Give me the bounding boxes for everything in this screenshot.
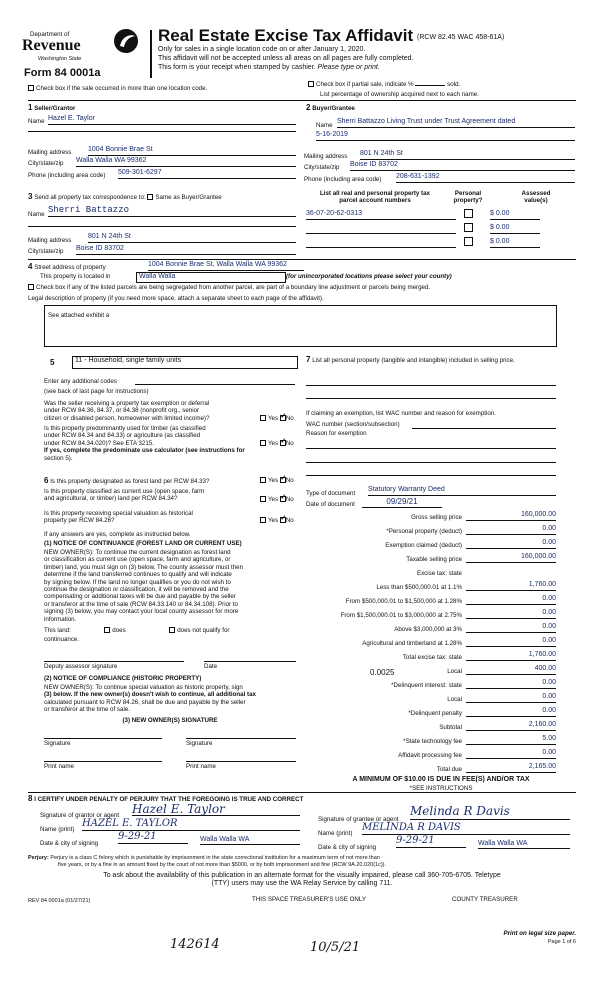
penalty-field[interactable]: 0.00: [466, 707, 556, 717]
alternate-format-notice: To ask about the availability of this publication in an alternate format for the visually impaired, please call 360-705-6705. Teletype (TTY) users may use the WA Relay Service by calling 711.: [103, 872, 501, 888]
personal-property-checkbox[interactable]: [464, 223, 473, 232]
header-line3: [158, 64, 380, 72]
local-label: Local: [447, 668, 462, 675]
q-historic-answer: Yes ✓ No: [260, 517, 294, 524]
subtotal-field[interactable]: 2,160.00: [466, 721, 556, 731]
seller-city-label: City/state/zip: [28, 160, 64, 167]
page-number: Page 1 of 6: [547, 939, 576, 945]
exemption-no-checkbox[interactable]: [280, 415, 286, 421]
deputy-signature-label: Deputy assessor signature: [44, 663, 118, 670]
tier-2-label: From $500,000.01 to $1,500,000 at 1.28%: [345, 598, 462, 605]
corr-city-field[interactable]: Boise ID 83702: [76, 245, 296, 255]
any-yes-note: If any answers are yes, complete as instructed below.: [44, 531, 191, 538]
correspondence-row: 3 Send all property tax correspondence to: Same as Buyer/Grantee: [28, 192, 222, 201]
header-line3b: Please type or print.: [317, 64, 380, 71]
same-as-buyer-label: Same as Buyer/Grantee: [155, 194, 222, 201]
corr-city-label: City/state/zip: [28, 248, 64, 255]
timber-no-checkbox[interactable]: [280, 440, 286, 446]
seller-addr-field[interactable]: 1004 Bonnie Brae St: [88, 146, 296, 156]
street-label: Street address of property: [34, 264, 106, 271]
processing-fee-label: Affidavit processing fee: [398, 752, 462, 759]
historic-yes-checkbox[interactable]: [260, 517, 266, 523]
grantor-signature-label: Signature of grantor or agent: [40, 812, 120, 819]
parcel-col-header: List all real and personal property tax parcel account numbers: [319, 190, 431, 205]
parcel-row: [306, 210, 576, 222]
legal-description-text: See attached exhibit a: [48, 312, 110, 319]
see-back-note: (see back of last page for instructions): [44, 388, 149, 395]
local-rate: 0.0025: [370, 668, 395, 677]
revision-label: REV 84 0001a (01/27/21): [28, 898, 91, 904]
segregated-row: [28, 284, 430, 291]
personal-property-deduct-label: *Personal property (deduct): [386, 528, 462, 535]
dept-line2: Revenue: [22, 37, 81, 54]
dept-line3: Washington State: [38, 56, 82, 62]
use-code-select[interactable]: 11 - Household, single family units: [72, 356, 298, 369]
processing-fee-field[interactable]: 0.00: [466, 749, 556, 759]
partial-sale-label: Check box if partial sale, indicate %: [316, 81, 414, 88]
located-select[interactable]: Walla Walla: [136, 272, 286, 283]
certify-line: 8 I CERTIFY UNDER PENALTY OF PERJURY THAT THE FOREGOING IS TRUE AND CORRECT: [28, 794, 304, 803]
deputy-date-label: Date: [204, 663, 218, 670]
parcel-row: [306, 238, 576, 250]
taxable-price-label: Taxable selling price: [406, 556, 462, 563]
historic-heading: (2) NOTICE OF COMPLIANCE (HISTORIC PROPERTY): [44, 675, 202, 682]
grantor-name-label: Name (print): [40, 826, 75, 833]
buyer-name-field[interactable]: Sherri Battazzo Living Trust under Trust Agreement dated: [337, 118, 575, 128]
assessed-value-field[interactable]: $ 0.00: [490, 224, 540, 234]
parcel-number-field[interactable]: [306, 224, 456, 234]
total-due-field[interactable]: 2,165.00: [466, 763, 556, 773]
header-line2: This affidavit will not be accepted unless all areas on all pages are fully completed.: [158, 55, 414, 62]
doc-type-label: Type of document: [306, 490, 356, 497]
assessed-value-field[interactable]: $ 0.00: [490, 210, 540, 220]
legal-label: Legal description of property (if you need more space, attach a separate sheet to each page of the affidavit).: [28, 295, 324, 302]
corr-name-label: Name: [28, 211, 45, 218]
interest-local-label: Local: [447, 696, 462, 703]
sold-label: sold.: [447, 81, 461, 88]
parcel-row: [306, 224, 576, 236]
timber-yes-checkbox[interactable]: [260, 440, 266, 446]
historic-no-checkbox[interactable]: [280, 517, 286, 523]
new-owner-signature-label: Signature: [44, 740, 71, 747]
unincorporated-note: (for unincorporated locations please select your county): [286, 273, 452, 280]
buyer-city-field[interactable]: Boise ID 83702: [350, 161, 575, 171]
current-use-yes-checkbox[interactable]: [260, 496, 266, 502]
correspondence-label: Send all property tax correspondence to:: [34, 194, 146, 201]
wac-label: WAC number (section/subsection): [306, 421, 400, 428]
grantee-signature-field[interactable]: Melinda R Davis: [410, 804, 570, 820]
seller-phone-label: Phone (including area code): [28, 172, 106, 179]
handwritten-date: 10/5/21: [310, 940, 361, 955]
buyer-heading: 2 Buyer/Grantee: [306, 103, 355, 112]
exemption-note: If claiming an exemption, list WAC number and reason for exemption.: [306, 410, 496, 417]
tech-fee-label: *State technology fee: [403, 738, 462, 745]
buyer-name-label: Name: [316, 122, 333, 129]
personal-property-checkbox[interactable]: [464, 209, 473, 218]
form-number: Form 84 0001a: [24, 67, 101, 79]
corr-addr-label: Mailing address: [28, 237, 72, 244]
buyer-city-label: City/state/zip: [304, 164, 340, 171]
personal-col-header: Personal property?: [453, 190, 483, 205]
minimum-due-note: A MINIMUM OF $10.00 IS DUE IN FEE(S) AND/OR TAX: [352, 776, 530, 783]
interest-state-label: *Delinquent interest: state: [391, 682, 462, 689]
new-owner-signature-heading: (3) NEW OWNER(S) SIGNATURE: [122, 717, 218, 724]
new-owner-signature-label-2: Signature: [186, 740, 213, 747]
form-title: Real Estate Excise Tax Affidavit: [158, 26, 414, 45]
local-field[interactable]: 400.00: [466, 665, 556, 675]
q-forest-answer: Yes ✓ No: [260, 477, 294, 484]
perjury-notice: Perjury: Perjury is a class C felony which is punishable by imprisonment in the state correctional institution for a maximum term of not more than five years, or by a fine in an amount fixed by the court of not more than $5000, or by both imprisonment and fine (RCW 9A.20.020(1c)).: [28, 855, 387, 868]
corr-name-field[interactable]: Sherri Battazzo: [48, 205, 296, 217]
partial-sale-checkbox[interactable]: [308, 81, 314, 87]
ownership-note: List percentage of ownership acquired next to each name.: [320, 91, 479, 98]
tier-3-field[interactable]: 0.00: [466, 609, 556, 619]
same-as-buyer-checkbox[interactable]: [147, 194, 153, 200]
section5-number: 5: [50, 358, 55, 367]
new-owner-print-label-2: Print name: [186, 763, 216, 770]
treasurer-use-label: THIS SPACE TREASURER'S USE ONLY: [252, 896, 366, 903]
buyer-phone-label: Phone (including area code): [304, 176, 382, 183]
q-current-use: Is this property classified as current use (open space, farm and agricultural, or timber) land per RCW 84.34?: [44, 488, 205, 503]
q-exemption-answer: Yes ✓ No: [260, 415, 294, 422]
q-forest: 6 Is this property designated as forest land per RCW 84.33?: [44, 476, 210, 485]
gross-price-field[interactable]: 160,000.00: [466, 511, 556, 521]
doc-date-label: Date of document: [306, 501, 355, 508]
dor-logo-icon: [112, 27, 140, 55]
tier-5-label: Agricultural and timberland at 1.28%: [362, 640, 462, 647]
excise-state-label: Excise tax: state: [416, 570, 462, 577]
grantee-date-city-label: Date & city of signing: [318, 844, 377, 851]
street-row: 4 Street address of property: [28, 262, 106, 271]
forest-no-checkbox[interactable]: [280, 477, 286, 483]
q-historic: Is this property receiving special valuation as historical property per RCW 84.26?: [44, 510, 193, 525]
buyer-addr-label: Mailing address: [304, 153, 348, 160]
total-state-field[interactable]: 1,760.00: [466, 651, 556, 661]
grantor-date-field[interactable]: 9-29-21: [118, 831, 188, 844]
header-line1: Only for sales in a single location code on or after January 1, 2020.: [158, 46, 366, 53]
personal-property-deduct-field[interactable]: 0.00: [466, 525, 556, 535]
seller-name-label: Name: [28, 118, 45, 125]
reason-label: Reason for exemption: [306, 430, 367, 437]
buyer-name-field-2[interactable]: 5-16-2019: [316, 131, 575, 141]
header-line3a: This form is your receipt when stamped by cashier.: [158, 64, 316, 71]
grantor-name-field[interactable]: HAZEL E. TAYLOR: [82, 818, 300, 831]
grantor-signature-field[interactable]: Hazel E. Taylor: [132, 802, 300, 816]
grantee-name-label: Name (print): [318, 830, 353, 837]
interest-local-field[interactable]: 0.00: [466, 693, 556, 703]
segregated-checkbox[interactable]: [28, 284, 34, 290]
tier-3-label: From $1,500,000.01 to $3,000,000 at 2.75%: [340, 612, 462, 619]
tier-1-field[interactable]: 1,760.00: [466, 581, 556, 591]
grantee-name-field[interactable]: MELINDA R DAVIS: [362, 822, 570, 835]
interest-state-field[interactable]: 0.00: [466, 679, 556, 689]
dor-logo: [22, 27, 148, 89]
see-instructions-note: *SEE INSTRUCTIONS: [409, 785, 473, 792]
q-exemption: Was the seller receiving a property tax exemption or deferral under RCW 84.36, 84.37, or 84.38 (nonprofit org., senior citizen or disabled person, homeowner with limited income)?: [44, 400, 210, 422]
grantee-city-field[interactable]: Walla Walla WA: [478, 840, 570, 849]
taxable-price-field[interactable]: 160,000.00: [466, 553, 556, 563]
q-timber: Is this property predominantly used for timber (as classified under RCW 84.34 and 84.33) or agriculture (as classified under RCW 84.34.020)? See ETA 3215. If yes, complete the predominate use calculator (see instructions for section 5).: [44, 425, 245, 462]
form-rcw: (RCW 82.45 WAC 458-61A): [417, 34, 505, 41]
tier-5-field[interactable]: 0.00: [466, 637, 556, 647]
this-land-row: This land: does does not qualify for: [44, 627, 230, 634]
county-treasurer-label: COUNTY TREASURER: [452, 896, 518, 903]
located-label: This property is located in: [40, 273, 111, 280]
grantor-date-city-label: Date & city of signing: [40, 840, 99, 847]
total-state-label: Total excise tax: state: [402, 654, 462, 661]
tier-4-field[interactable]: 0.00: [466, 623, 556, 633]
seller-city-field[interactable]: Walla Walla WA 99362: [76, 157, 296, 167]
new-owner-print-label: Print name: [44, 763, 74, 770]
handwritten-number: 142614: [170, 937, 220, 952]
section7-text: 7 List all personal property (tangible and intangible) included in selling price.: [306, 355, 515, 364]
total-due-label: Total due: [436, 766, 462, 773]
exemption-deduct-label: Exemption claimed (deduct): [385, 542, 462, 549]
continuance-text: NEW OWNER(S): To continue the current designation as forest land or classification as current use (open space, farm and agriculture, or timber) land, you must sign on (3) below. The county assessor must then determine if the land transferred continues to qualify and will indicate by signing below. If the land no longer qualifies or you do not wish to continue the designation or classification, it will be removed and the compensating or additional taxes will be due and payable by the seller or transferor at the time of sale (RCW 84.33.140 or 84.34.108). Prior to signing (3) below, you may contact your local county assessor for more information.: [44, 549, 244, 623]
continuance-label: continuance.: [44, 636, 80, 643]
does-not-qualify-checkbox[interactable]: [169, 627, 175, 633]
parcel-number-field[interactable]: [306, 238, 456, 248]
buyer-addr-field[interactable]: 801 N 24th St: [360, 150, 575, 160]
gross-price-label: Gross selling price: [411, 514, 462, 521]
tier-2-field[interactable]: 0.00: [466, 595, 556, 605]
multi-location-checkbox[interactable]: [28, 85, 34, 91]
seller-addr-label: Mailing address: [28, 149, 72, 156]
historic-text: NEW OWNER(S): To continue special valuation as historic property, sign (3) below. If the new owner(s) doesn't wish to continue, all additional tax calculated pursuant to RCW 84.26, shall be due and payable by the seller or transferor at the time of sale.: [44, 684, 256, 714]
multi-location-label: Check box if the sale occurred in more than one location code.: [36, 85, 208, 92]
additional-codes-label: Enter any additional codes: [44, 378, 117, 385]
street-field[interactable]: 1004 Bonnie Brae St, Walla Walla WA 99362: [148, 261, 304, 271]
doc-date-field[interactable]: 09/29/21: [362, 497, 442, 508]
penalty-label: *Delinquent penalty: [408, 710, 462, 717]
exemption-deduct-field[interactable]: 0.00: [466, 539, 556, 549]
exemption-yes-checkbox[interactable]: [260, 415, 266, 421]
continuance-heading: (1) NOTICE OF CONTINUANCE (FOREST LAND OR CURRENT USE): [44, 540, 242, 547]
subtotal-label: Subtotal: [439, 724, 462, 731]
seller-phone-field[interactable]: 509-301-6297: [118, 169, 296, 179]
legal-paper-note: Print on legal size paper.: [503, 930, 576, 937]
seller-heading: 1 Seller/Grantor: [28, 103, 76, 112]
parcel-number-field[interactable]: 36-07-20-62-0313: [306, 210, 456, 220]
dept-line1: Department of: [30, 31, 70, 38]
legal-description-box[interactable]: [44, 305, 557, 347]
does-qualify-checkbox[interactable]: [104, 627, 110, 633]
grantee-date-field[interactable]: 9-29-21: [396, 835, 466, 848]
tech-fee-field[interactable]: 5.00: [466, 735, 556, 745]
buyer-phone-field[interactable]: 208-631-1392: [396, 173, 575, 183]
grantee-signature-label: Signature of grantee or agent: [318, 816, 399, 823]
personal-property-checkbox[interactable]: [464, 237, 473, 246]
tier-4-label: Above $3,000,000 at 3%: [394, 626, 462, 633]
assessed-col-header: Assessed value(s): [521, 190, 551, 205]
segregated-label: Check box if any of the listed parcels are being segregated from another parcel, are part of a boundary line adjustment or parcels being merged.: [36, 284, 431, 291]
doc-type-field[interactable]: Statutory Warranty Deed: [368, 486, 556, 496]
forest-yes-checkbox[interactable]: [260, 477, 266, 483]
q-timber-answer: Yes ✓ No: [260, 440, 294, 447]
tier-1-label: Less than $500,000.01 at 1.1%: [376, 584, 462, 591]
multi-location-row: [28, 85, 207, 92]
assessed-value-field[interactable]: $ 0.00: [490, 238, 540, 248]
q-current-use-answer: Yes ✓ No: [260, 496, 294, 503]
grantor-city-field[interactable]: Walla Walla WA: [200, 836, 300, 845]
header-divider: [150, 30, 152, 78]
partial-sale-row: [308, 81, 460, 88]
seller-name-field[interactable]: Hazel E. Taylor: [48, 115, 296, 125]
corr-addr-field[interactable]: 801 N 24th St: [88, 233, 296, 243]
current-use-no-checkbox[interactable]: [280, 496, 286, 502]
